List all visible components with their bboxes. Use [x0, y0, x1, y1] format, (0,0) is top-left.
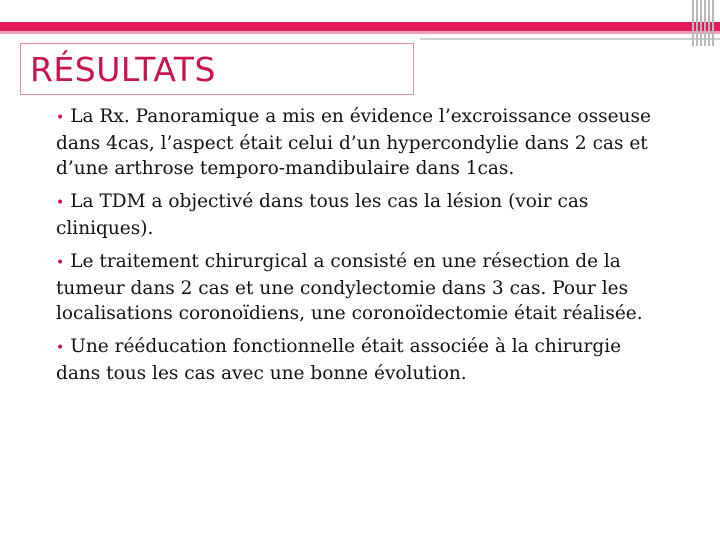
- bullet-icon: •: [56, 110, 65, 126]
- bullet-text: La TDM a objectivé dans tous les cas la lésion (voir cas cliniques).: [56, 191, 589, 239]
- bullet-item: [56, 249, 656, 326]
- bullet-text: Le traitement chirurgical a consisté en une résection de la tumeur dans 2 cas et une condylectomie dans 3 cas. Pour les localisations coronoïdiens, une coronoïdectomie était réalisée.: [56, 251, 643, 324]
- title-box: [20, 43, 414, 95]
- header-gray-line: [420, 38, 720, 40]
- bullet-icon: •: [56, 340, 65, 356]
- bullet-item: [56, 189, 656, 241]
- grid-bar: [704, 0, 706, 46]
- grid-bar: [696, 0, 698, 46]
- bullet-icon: •: [56, 195, 65, 211]
- bullet-item: [56, 104, 656, 181]
- bullet-icon: •: [56, 255, 65, 271]
- header-decoration: [0, 0, 720, 46]
- grid-bar: [708, 0, 710, 46]
- bullet-text: La Rx. Panoramique a mis en évidence l’excroissance osseuse dans 4cas, l’aspect était celui d’un hypercondylie dans 2 cas et d’une arthrose temporo-mandibulaire dans 1cas.: [56, 106, 651, 179]
- header-grid-bars: [692, 0, 720, 46]
- bullet-list: [56, 104, 656, 394]
- grid-bar: [700, 0, 702, 46]
- header-band-white: [0, 0, 720, 22]
- grid-bar: [712, 0, 714, 46]
- grid-bar: [692, 0, 694, 46]
- slide-title: RÉSULTATS: [30, 50, 216, 89]
- header-band-pink: [0, 22, 720, 31]
- header-band-lightpink: [0, 31, 720, 34]
- bullet-item: [56, 334, 656, 386]
- bullet-text: Une rééducation fonctionnelle était associée à la chirurgie dans tous les cas avec une bonne évolution.: [56, 336, 622, 384]
